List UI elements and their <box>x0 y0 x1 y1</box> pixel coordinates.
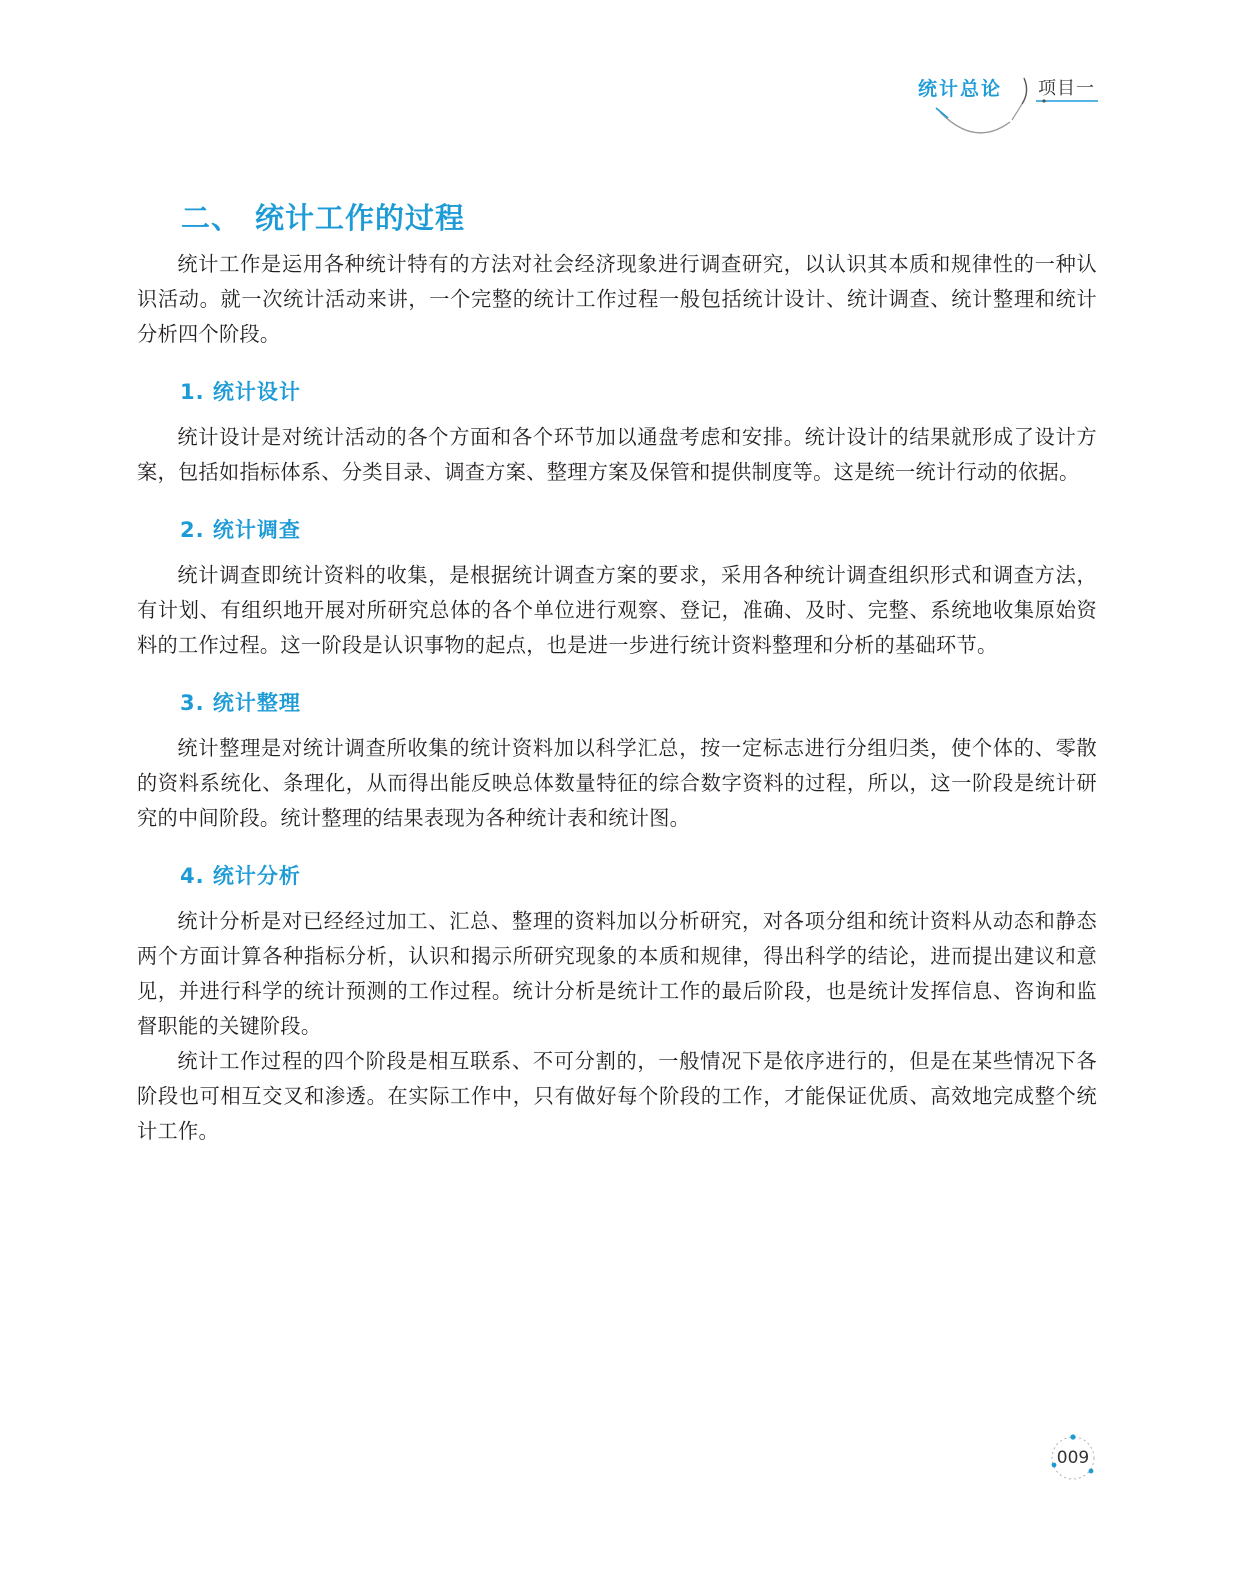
subsection-heading: 3. 统计整理 <box>180 691 301 715</box>
chapter-title: 统计总论 <box>918 78 1003 100</box>
subsection-paragraph: 统计整理是对统计调查所收集的统计资料加以科学汇总，按一定标志进行分组归类，使个体的、零散的资料系统化、条理化，从而得出能反映总体数量特征的综合数字资料的过程，所以，这一阶段是统计研究的中间阶段。统计整理的结果表现为各种统计表和统计图。 <box>137 736 1097 830</box>
section-number: 二、 <box>181 201 242 235</box>
section-title <box>137 195 1097 241</box>
subsection-paragraph: 统计调查即统计资料的收集，是根据统计调查方案的要求，采用各种统计调查组织形式和调查方法，有计划、有组织地开展对所研究总体的各个单位进行观察、登记，准确、及时、完整、系统地收集原始资料的工作过程。这一阶段是认识事物的起点，也是进一步进行统计资料整理和分析的基础环节。 <box>137 563 1097 657</box>
page-number-text: 009 <box>1056 1448 1090 1468</box>
subsection-heading: 4. 统计分析 <box>180 864 301 888</box>
section-title-text: 统计工作的过程 <box>255 201 466 235</box>
project-label: 项目一 <box>1038 78 1095 99</box>
page-body <box>137 195 1097 1149</box>
intro-paragraph: 统计工作是运用各种统计特有的方法对社会经济现象进行调查研究，以认识其本质和规律性的一种认识活动。就一次统计活动来讲，一个完整的统计工作过程一般包括统计设计、统计调查、统计整理和统计分析四个阶段。 <box>137 252 1097 346</box>
subsection-heading: 2. 统计调查 <box>180 518 301 542</box>
subsection-paragraph: 统计分析是对已经经过加工、汇总、整理的资料加以分析研究，对各项分组和统计资料从动态和静态两个方面计算各种指标分析，认识和揭示所研究现象的本质和规律，得出科学的结论，进而提出建议和意见，并进行科学的统计预测的工作过程。统计分析是统计工作的最后阶段，也是统计发挥信息、咨询和监督职能的关键阶段。 <box>137 909 1097 1038</box>
subsection-heading: 1. 统计设计 <box>180 380 301 404</box>
page-number <box>1046 1431 1100 1485</box>
subsection-paragraph: 统计设计是对统计活动的各个方面和各个环节加以通盘考虑和安排。统计设计的结果就形成了设计方案，包括如指标体系、分类目录、调查方案、整理方案及保管和提供制度等。这是统一统计行动的依据。 <box>137 425 1097 484</box>
closing-paragraph: 统计工作过程的四个阶段是相互联系、不可分割的，一般情况下是依序进行的，但是在某些情况下各阶段也可相互交叉和渗透。在实际工作中，只有做好每个阶段的工作，才能保证优质、高效地完成整个统计工作。 <box>137 1049 1097 1143</box>
running-header <box>0 0 1234 150</box>
